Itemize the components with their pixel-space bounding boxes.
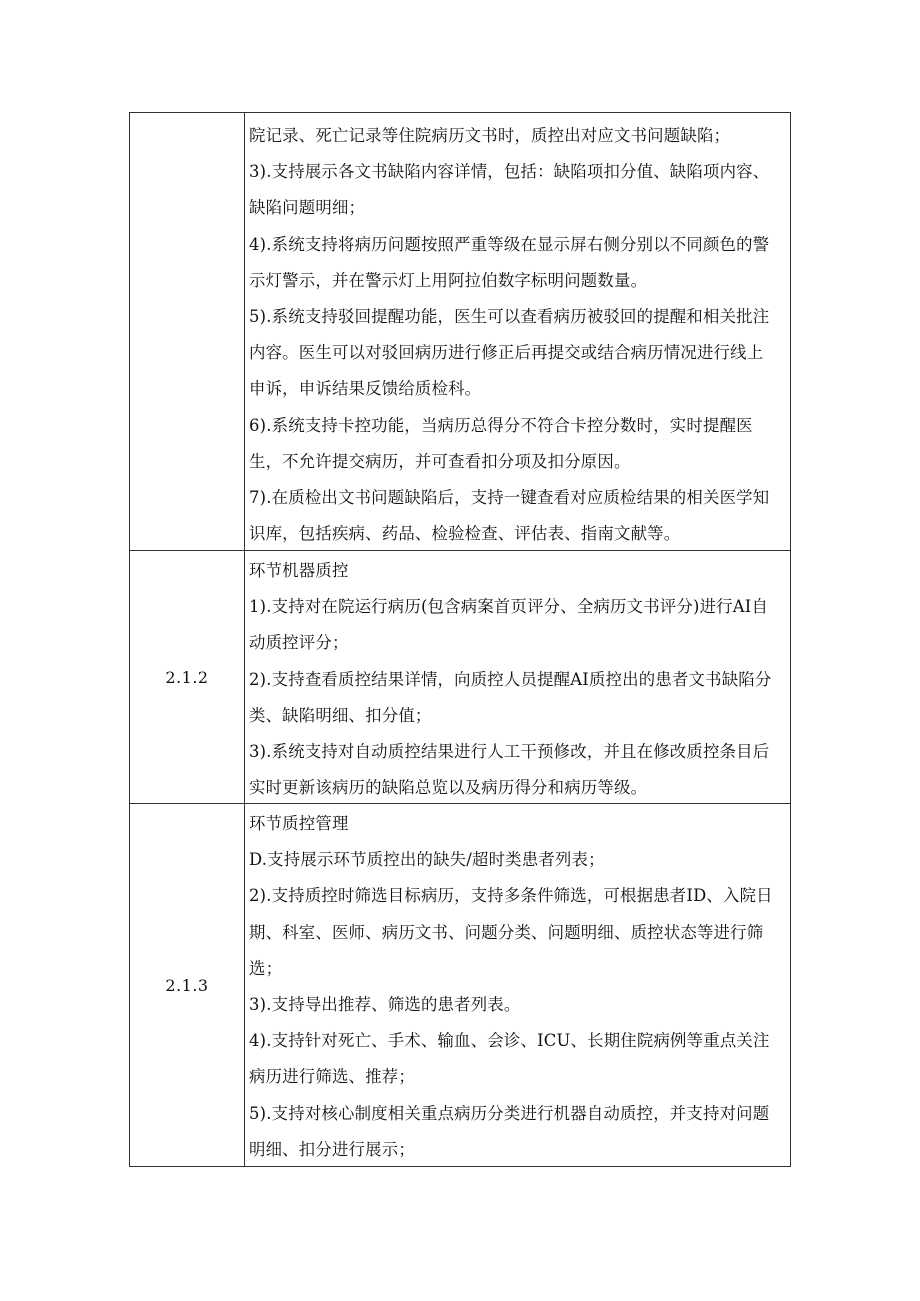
table-row — [130, 803, 790, 1166]
table-row — [130, 113, 790, 550]
content-line: 内容。医生可以对驳回病历进行修正后再提交或结合病历情况进行线上 — [249, 343, 764, 363]
content-line: 环节质控管理 — [249, 814, 349, 833]
content-line: 2).支持质控时筛选目标病历，支持多条件筛选，可根据患者ID、入院日 — [249, 886, 773, 906]
content-line: 生，不允许提交病历，并可查看扣分项及扣分原因。 — [249, 451, 631, 471]
content-line: 3).系统支持对自动质控结果进行人工干预修改，并且在修改质控条目后 — [249, 741, 770, 761]
content-line: 病历进行筛选、推荐； — [249, 1067, 415, 1087]
content-line: 识库，包括疾病、药品、检验检查、评估表、指南文献等。 — [249, 524, 681, 544]
content-line: 明细、扣分进行展示； — [249, 1139, 415, 1159]
content-line: 院记录、死亡记录等住院病历文书时，质控出对应文书问题缺陷； — [249, 126, 731, 145]
requirement-content-cell — [245, 804, 790, 1166]
section-number-cell: 2.1.2 — [130, 551, 245, 803]
content-line: 5).系统支持驳回提醒功能，医生可以查看病历被驳回的提醒和相关批注 — [249, 306, 770, 326]
content-line: 4).支持针对死亡、手术、输血、会诊、ICU、长期住院病例等重点关注 — [249, 1031, 770, 1051]
content-line: 类、缺陷明细、扣分值； — [249, 705, 432, 725]
content-line: 4).系统支持将病历问题按照严重等级在显示屏右侧分别以不同颜色的警 — [249, 234, 770, 254]
section-number-cell — [130, 113, 245, 550]
content-line: 期、科室、医师、病历文书、问题分类、问题明细、质控状态等进行筛 — [249, 922, 764, 942]
table-row — [130, 550, 790, 803]
content-line: 6).系统支持卡控功能，当病历总得分不符合卡控分数时，实时提醒医 — [249, 415, 753, 435]
requirement-content-cell — [245, 113, 790, 550]
section-number-cell: 2.1.3 — [130, 804, 245, 1166]
content-line: 7).在质检出文书问题缺陷后，支持一键查看对应质检结果的相关医学知 — [249, 487, 770, 507]
content-line: 缺陷问题明细； — [249, 198, 366, 218]
requirements-table — [129, 112, 791, 1167]
requirement-content-cell — [245, 551, 790, 803]
content-line: 动质控评分； — [249, 633, 349, 653]
content-line: D.支持展示环节质控出的缺失/超时类患者列表； — [249, 850, 605, 870]
content-line: 2).支持查看质控结果详情，向质控人员提醒AI质控出的患者文书缺陷分 — [249, 669, 772, 689]
content-line: 5).支持对核心制度相关重点病历分类进行机器自动质控，并支持对问题 — [249, 1103, 770, 1123]
content-line: 环节机器质控 — [249, 561, 349, 580]
content-line: 申诉，申诉结果反馈给质检科。 — [249, 379, 482, 399]
content-line: 选； — [249, 958, 283, 978]
content-line: 1).支持对在院运行病历(包含病案首页评分、全病历文书评分)进行AI自 — [249, 597, 769, 617]
content-line: 3).支持导出推荐、筛选的患者列表。 — [249, 994, 521, 1014]
content-line: 3).支持展示各文书缺陷内容详情，包括：缺陷项扣分值、缺陷项内容、 — [249, 162, 770, 182]
content-line: 实时更新该病历的缺陷总览以及病历得分和病历等级。 — [249, 778, 648, 798]
content-line: 示灯警示，并在警示灯上用阿拉伯数字标明问题数量。 — [249, 270, 648, 290]
